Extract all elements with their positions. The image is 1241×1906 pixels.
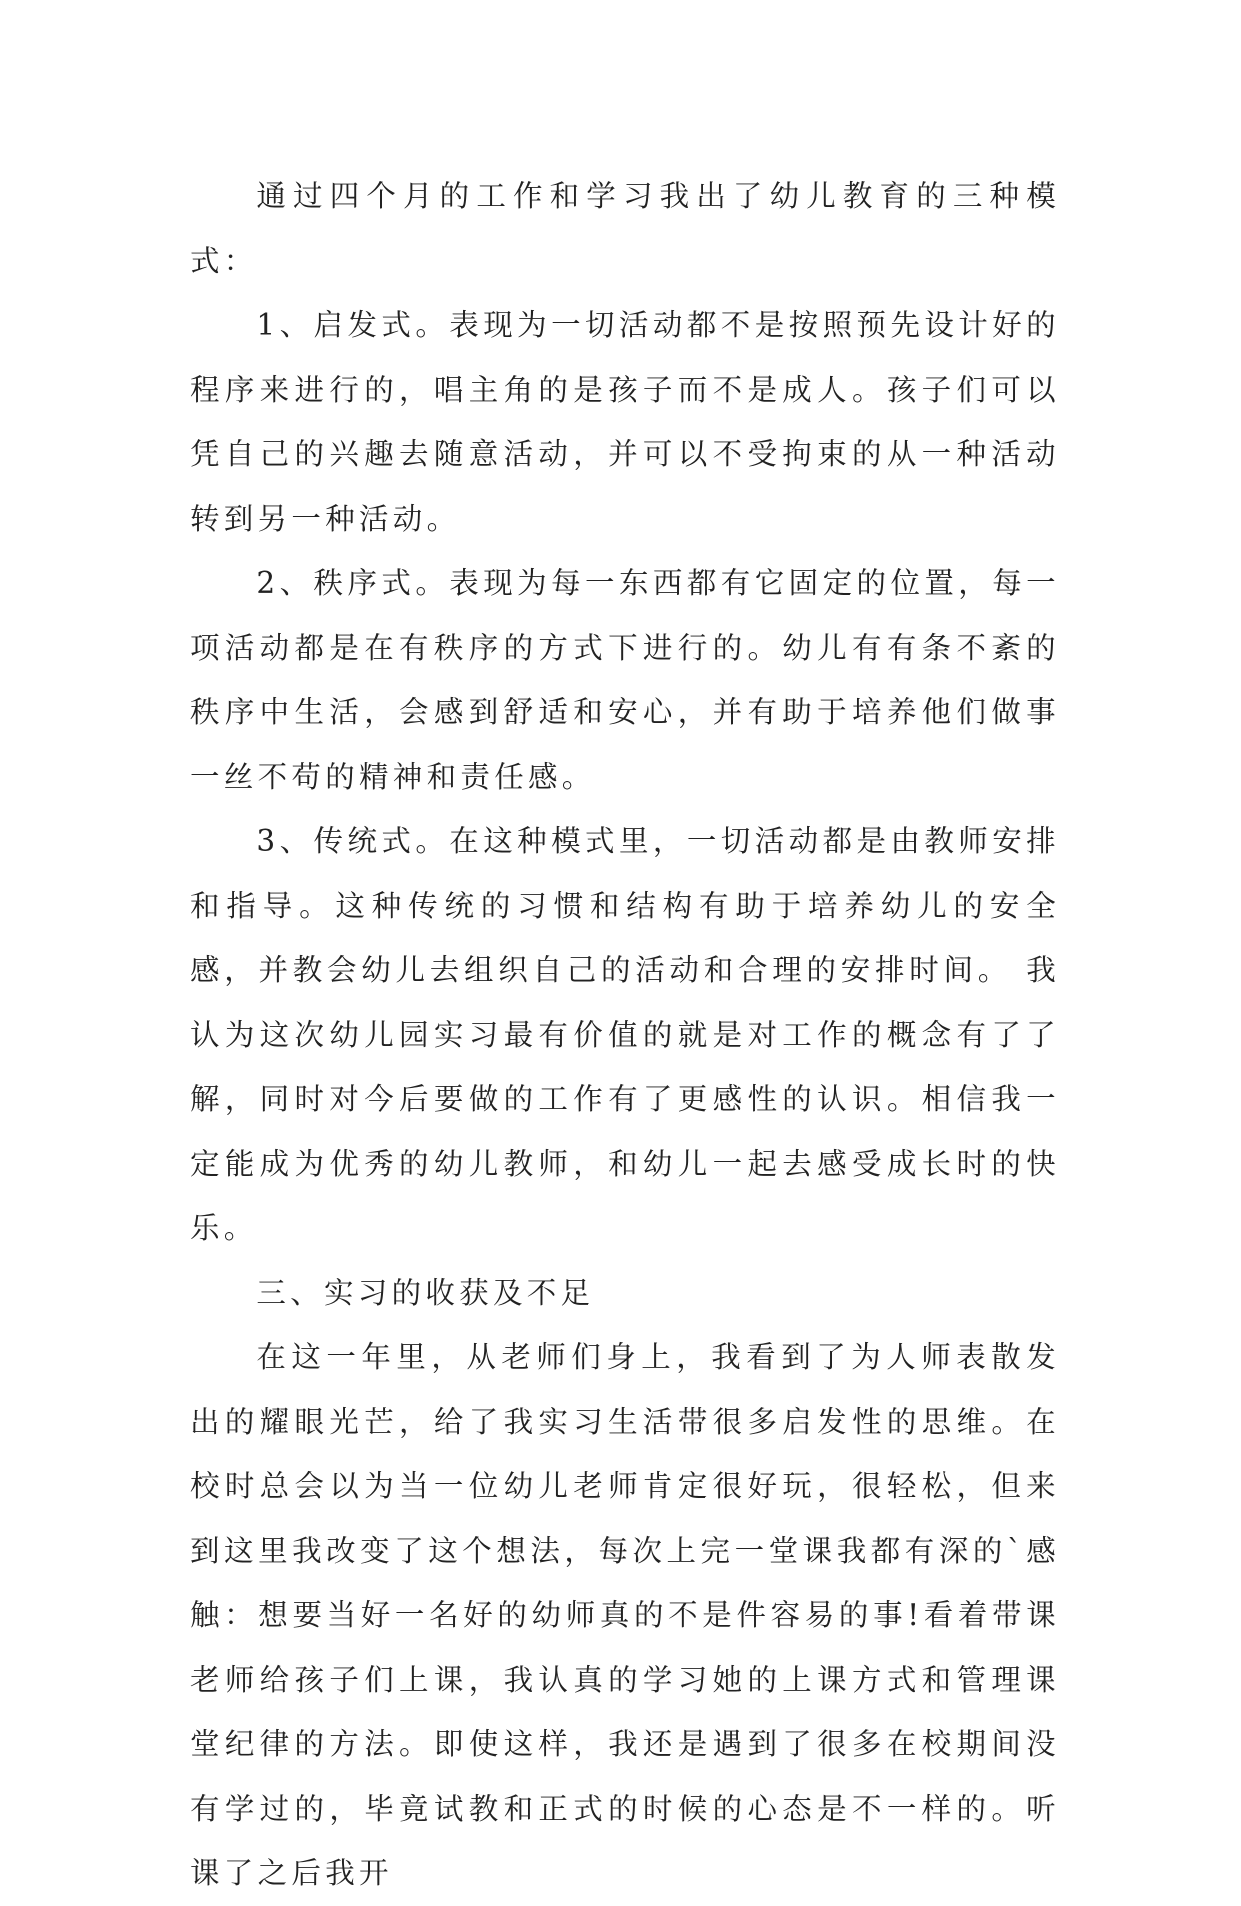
paragraph-gains: 在这一年里，从老师们身上，我看到了为人师表散发出的耀眼光芒，给了我实习生活带很多启发性的思维。在校时总会以为当一位幼儿老师肯定很好玩，很轻松，但来到这里我改变了这个想法，每次上完一堂课我都有深的`感触：想要当好一名好的幼师真的不是件容易的事!看着带课老师给孩子们上课，我认真的学习她的上课方式和管理课堂纪律的方法。即使这样，我还是遇到了很多在校期间没有学过的，毕竟试教和正式的时候的心态是不一样的。听课了之后我开 [190, 1340, 1060, 1890]
paragraph-intro: 通过四个月的工作和学习我出了幼儿教育的三种模式： [190, 179, 1060, 278]
document-body [190, 164, 1060, 1906]
paragraph-traditional-mode: 3、传统式。在这种模式里，一切活动都是由教师安排和指导。这种传统的习惯和结构有助于培养幼儿的安全感，并教会幼儿去组织自己的活动和合理的安排时间。 我认为这次幼儿园实习最有价值的就是对工作的概念有了了解，同时对今后要做的工作有了更感性的认识。相信我一定能成为优秀的幼儿教师，和幼儿一起去感受成长时的快乐。 [190, 824, 1060, 1245]
paragraph-heuristic-mode: 1、启发式。表现为一切活动都不是按照预先设计好的程序来进行的，唱主角的是孩子而不是成人。孩子们可以凭自己的兴趣去随意活动，并可以不受拘束的从一种活动转到另一种活动。 [190, 308, 1060, 536]
section-heading: 三、实习的收获及不足 [256, 1275, 595, 1310]
paragraph-order-mode: 2、秩序式。表现为每一东西都有它固定的位置，每一项活动都是在有秩序的方式下进行的。幼儿有有条不紊的秩序中生活，会感到舒适和安心，并有助于培养他们做事一丝不苟的精神和责任感。 [190, 566, 1060, 794]
